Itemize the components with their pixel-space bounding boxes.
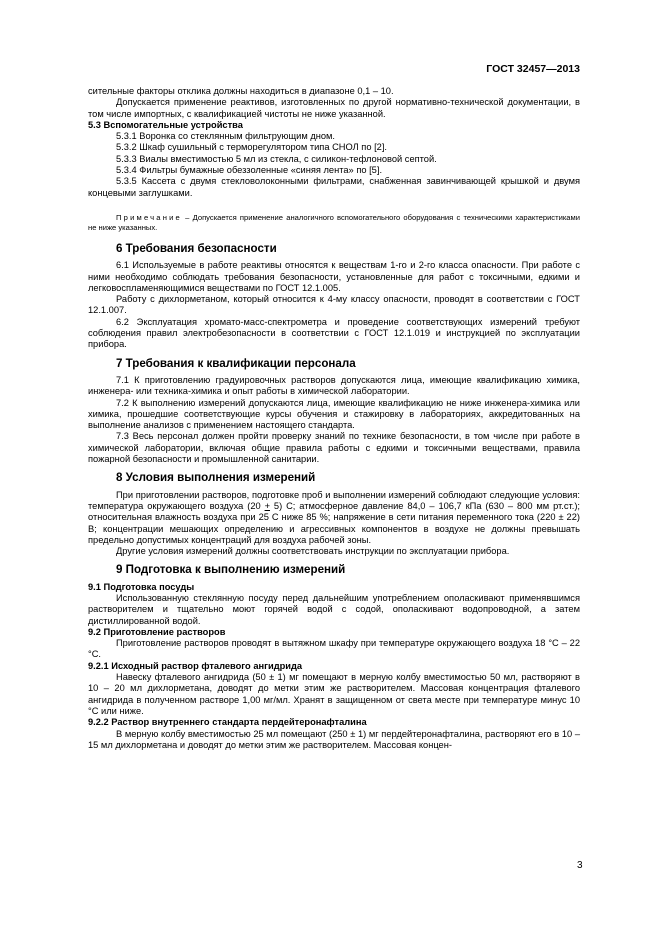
- paragraph-9-2-1: Навеску фталевого ангидрида (50 ± 1) мг помещают в мерную колбу вместимостью 50 мл, растворяют в 10 – 20 мл дихлорметана, доводят до метки этим же растворителем. Массовая концентрация фталевого ангидрида в полученном растворе 1,00 мг/мл. Хранят в защищенном от света месте при температуре минус 10 °С или ниже.: [88, 672, 580, 716]
- item-5-3-5: 5.3.5 Кассета с двумя стекловолоконными фильтрами, снабженная завинчивающей крышкой и двумя концевыми заглушками.: [88, 176, 580, 198]
- paragraph-9-2-2: В мерную колбу вместимостью 25 мл помещают (250 ± 1) мг пердейтеронафталина, растворяют его в 10 – 15 мл дихлорметана и доводят до метки этим же растворителем. Массовая концен-: [88, 728, 580, 750]
- page-number: 3: [577, 860, 583, 871]
- plus-minus-sign: +: [264, 500, 271, 511]
- conditions-text-b: 5) С; атмосферное давление 84,0 – 106,7 кПа (630 – 800 мм рт.ст.); относительная влажность воздуха при 25 С ниже 85 %; напряжение в сети питания переменного тока (220 ± 22) В; концентрации мешающих определению и агрессивных компонентов в воздухе не должны превышать предельно допустимых концентраций для воздуха рабочей зоны.: [88, 500, 580, 545]
- document-body: [88, 86, 580, 751]
- subsection-9-2-2-title: 9.2.2 Раствор внутреннего стандарта пердейтеронафталина: [88, 717, 367, 728]
- section-8-heading: 8 Условия выполнения измерений: [116, 471, 316, 485]
- subsection-5-3-title: 5.3 Вспомогательные устройства: [88, 119, 243, 130]
- section-7-heading: 7 Требования к квалификации персонала: [116, 356, 356, 370]
- paragraph-6-2: 6.2 Эксплуатация хромато-масс-спектрометра и проведение соответствующих измерений требуют соблюдения правил электробезопасности в соответствии с ГОСТ 12.1.019 и инструкцией по эксплуатации прибора.: [88, 316, 580, 350]
- paragraph-9-1: Использованную стеклянную посуду перед дальнейшим употреблением ополаскивают применявшимся растворителем и тщательно моют горячей водой с содой, ополаскивают водопроводной, а затем дистиллированной водой.: [88, 592, 580, 626]
- subsection-9-1-title: 9.1 Подготовка посуды: [88, 581, 195, 592]
- paragraph-reagents: Допускается применение реактивов, изготовленных по другой нормативно-технической документации, в том числе импортных, с квалификацией чистоты не ниже указанной.: [88, 97, 580, 119]
- conditions-text-a: При приготовлении растворов, подготовке проб и выполнении измерений соблюдают следующие условия: температура окружающего воздуха (20: [88, 489, 580, 511]
- note-label: Примечание: [116, 212, 182, 222]
- paragraph-8-other: Другие условия измерений должны соответствовать инструкции по эксплуатации прибора.: [116, 546, 510, 557]
- item-5-3-3: 5.3.3 Виалы вместимостью 5 мл из стекла, с силикон-тефлоновой септой.: [116, 153, 437, 164]
- paragraph-8-conditions: [88, 490, 580, 546]
- paragraph-6-1-b: Работу с дихлорметаном, который относится к 4-му классу опасности, проводят в соответствии с ГОСТ 12.1.007.: [88, 294, 580, 316]
- paragraph-7-3: 7.3 Весь персонал должен пройти проверку знаний по технике безопасности, в том числе при работе в химической лаборатории, включая общие правила работы с едкими и токсичными веществами, правила пожарной безопасности и промышленной санитарии.: [88, 431, 580, 465]
- item-5-3-1: 5.3.1 Воронка со стеклянным фильтрующим дном.: [116, 131, 336, 142]
- paragraph-7-2: 7.2 К выполнению измерений допускаются лица, имеющие квалификацию не ниже инженера-химика или химика, прошедшие соответствующие курсы обучения и стажировку в лабораториях, аккредитованных на выполнение анализов с применением настоящего стандарта.: [88, 397, 580, 431]
- paragraph-6-1: 6.1 Используемые в работе реактивы относятся к веществам 1-го и 2-го класса опасности. При работе с ними необходимо соблюдать требования безопасности, установленные для работ с токсичными, едкими и легковоспламеняющимися веществами по ГОСТ 12.1.005.: [88, 260, 580, 293]
- item-5-3-2: 5.3.2 Шкаф сушильный с терморегулятором типа СНОЛ по [2].: [116, 142, 388, 153]
- paragraph-7-1: 7.1 К приготовлению градуировочных растворов допускаются лица, имеющие квалификацию химика, инженера- или техника-химика и опыт работы в химической лаборатории.: [88, 374, 580, 397]
- subsection-9-2-1-title: 9.2.1 Исходный раствор фталевого ангидрида: [88, 660, 303, 671]
- item-5-3-4: 5.3.4 Фильтры бумажные обеззоленные «синяя лента» по [5].: [116, 165, 383, 176]
- paragraph-9-2: Приготовление растворов проводят в вытяжном шкафу при температуре окружающего воздуха 18 °С – 22 °С.: [88, 638, 580, 660]
- note: [88, 213, 580, 233]
- note-text: – Допускается применение аналогичного вспомогательного оборудования с техническими характеристиками не ниже указанных.: [88, 212, 580, 232]
- section-6-heading: 6 Требования безопасности: [116, 241, 277, 255]
- paragraph-continuation: сительные факторы отклика должны находиться в диапазоне 0,1 – 10.: [88, 86, 394, 96]
- standard-code-header: ГОСТ 32457—2013: [486, 63, 580, 75]
- subsection-9-2-title: 9.2 Приготовление растворов: [88, 626, 226, 637]
- section-9-heading: 9 Подготовка к выполнению измерений: [116, 563, 346, 577]
